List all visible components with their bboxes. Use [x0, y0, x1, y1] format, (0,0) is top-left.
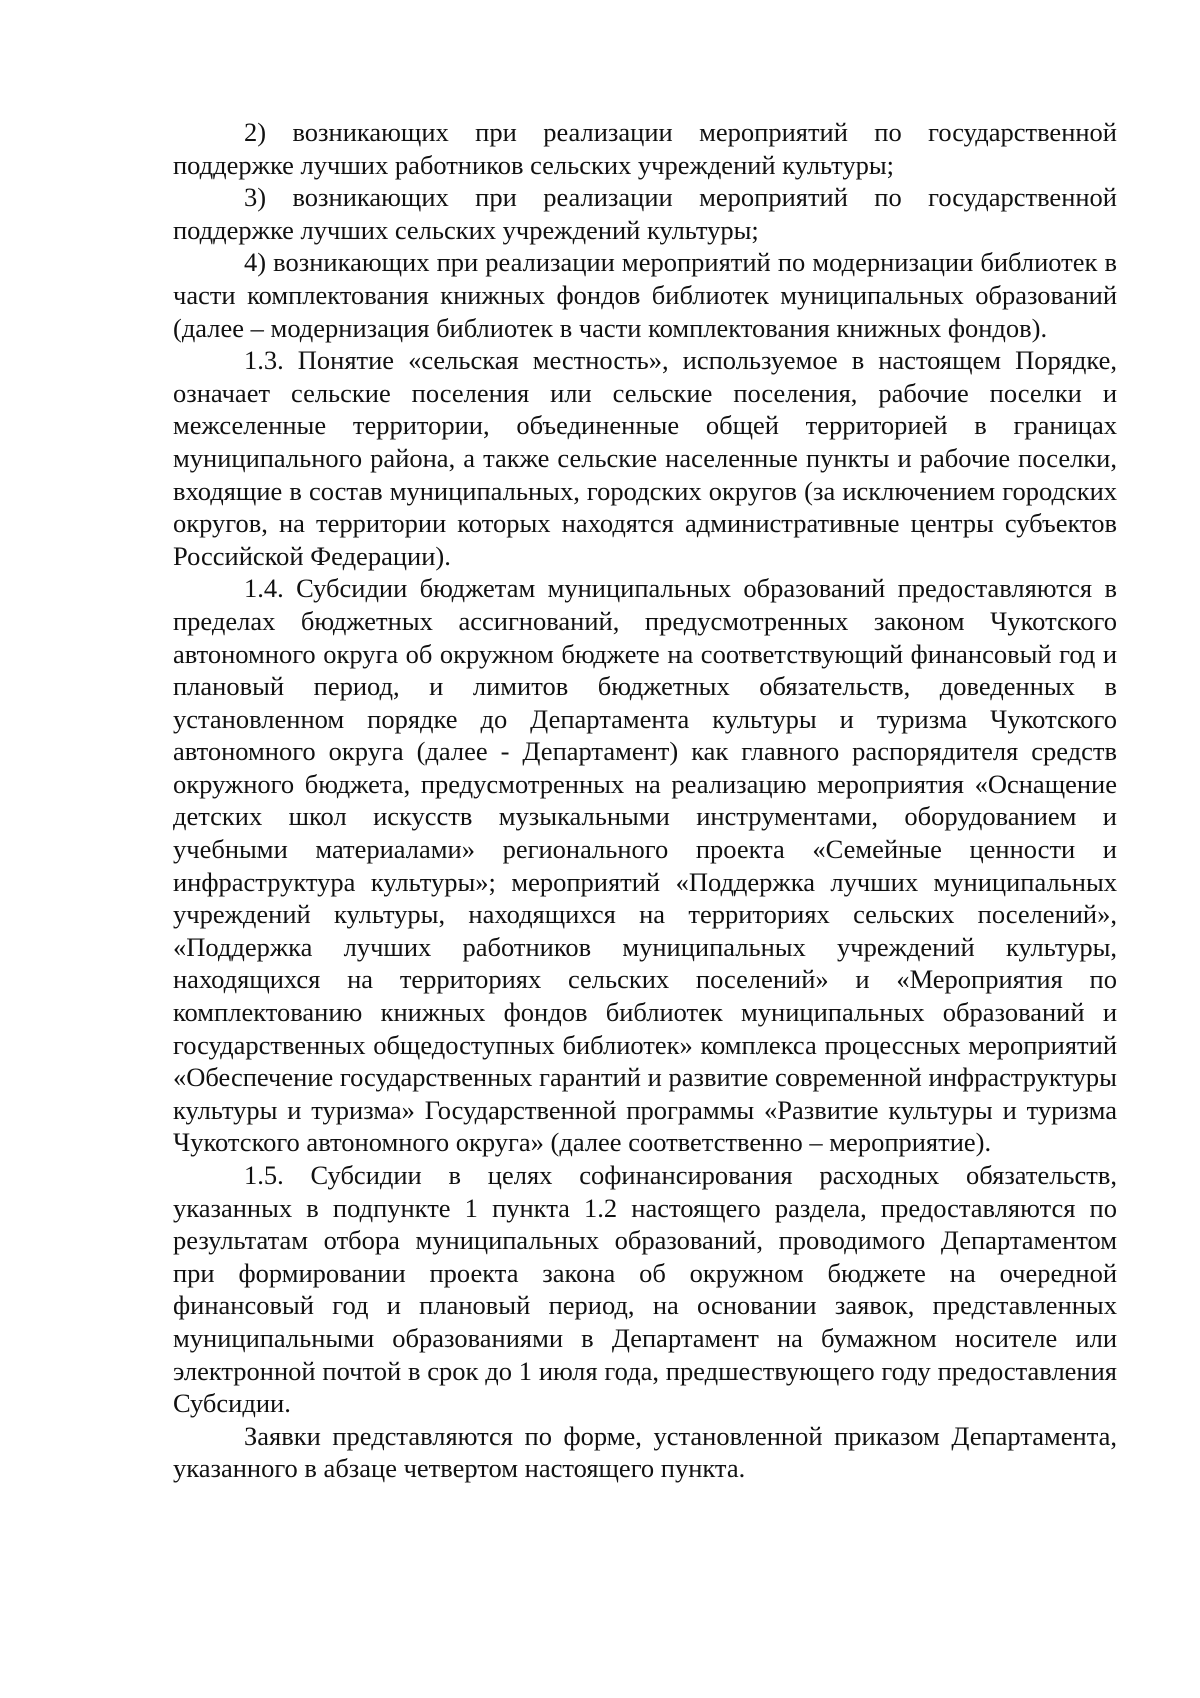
document-body [173, 116, 1117, 1485]
paragraph-1-5-selection: 1.5. Субсидии в целях софинансирования расходных обязательств, указанных в подпункте 1 пункта 1.2 настоящего раздела, предоставляются по результатам отбора муниципальных образований, проводимого Департаментом при формировании проекта закона об окружном бюджете на очередной финансовый год и плановый период, на основании заявок, представленных муниципальными образованиями в Департамент на бумажном носителе или электронной почтой в срок до 1 июля года, предшествующего году предоставления Субсидии. [173, 1160, 1117, 1419]
paragraph-1-3-rural-area: 1.3. Понятие «сельская местность», используемое в настоящем Порядке, означает сельские поселения или сельские поселения, рабочие поселки и межселенные территории, объединенные общей территорией в границах муниципального района, а также сельские населенные пункты и рабочие поселки, входящие в состав муниципальных, городских округов (за исключением городских округов, на территории которых находятся административные центры субъектов Российской Федерации). [173, 345, 1117, 571]
paragraph-1-4-subsidies: 1.4. Субсидии бюджетам муниципальных образований предоставляются в пределах бюджетных ассигнований, предусмотренных законом Чукотского автономного округа об окружном бюджете на соответствующий финансовый год и плановый период, и лимитов бюджетных обязательств, доведенных в установленном порядке до Департамента культуры и туризма Чукотского автономного округа (далее - Департамент) как главного распорядителя средств окружного бюджета, предусмотренных на реализацию мероприятия «Оснащение детских школ искусств музыкальными инструментами, оборудованием и учебными материалами» регионального проекта «Семейные ценности и инфраструктура культуры»; мероприятий «Поддержка лучших муниципальных учреждений культуры, находящихся на территориях сельских поселений», «Поддержка лучших работников муниципальных учреждений культуры, находящихся на территориях сельских поселений» и «Мероприятия по комплектованию книжных фондов библиотек муниципальных образований и государственных общедоступных библиотек» комплекса процессных мероприятий «Обеспечение государственных гарантий и развитие современной инфраструктуры культуры и туризма» Государственной программы «Развитие культуры и туризма Чукотского автономного округа» (далее соответственно – мероприятие). [173, 573, 1117, 1158]
paragraph-item-4-libraries: 4) возникающих при реализации мероприятий по модернизации библиотек в части комплектования книжных фондов библиотек муниципальных образований (далее – модернизация библиотек в части комплектования книжных фондов). [173, 247, 1117, 343]
paragraph-applications: Заявки представляются по форме, установленной приказом Департамента, указанного в абзаце четвертом настоящего пункта. [173, 1420, 1117, 1484]
paragraph-item-2-workers: 2) возникающих при реализации мероприятий по государственной поддержке лучших работников сельских учреждений культуры; [173, 117, 1117, 180]
paragraph-item-3-institutions: 3) возникающих при реализации мероприятий по государственной поддержке лучших сельских учреждений культуры; [173, 182, 1117, 245]
